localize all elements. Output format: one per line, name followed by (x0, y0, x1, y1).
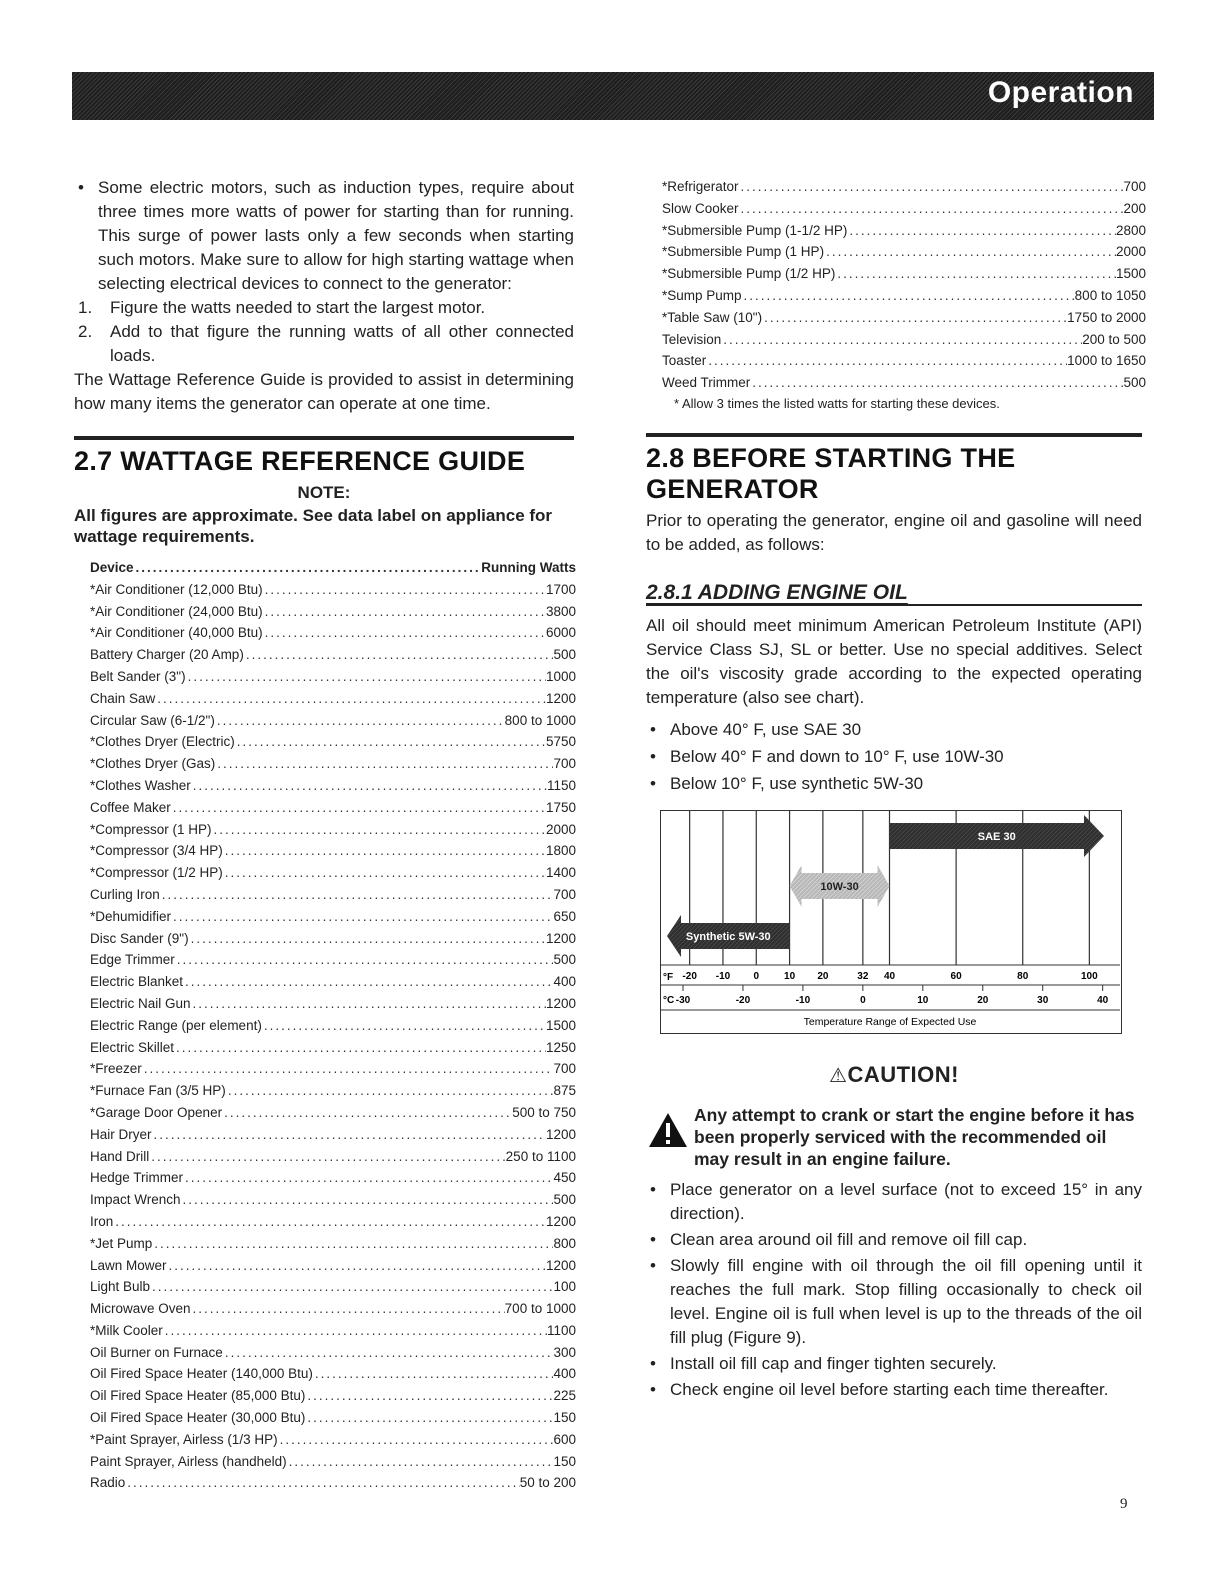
dot-leader (186, 666, 546, 688)
device-name: *Air Conditioner (40,000 Btu) (90, 625, 263, 641)
dot-leader (739, 176, 1124, 198)
dot-leader (287, 1451, 554, 1473)
table-row (90, 644, 576, 666)
section-divider (74, 436, 574, 440)
celsius-tick-label: 20 (977, 994, 989, 1006)
running-watts: 700 to 1000 (504, 1301, 576, 1317)
oil-fill-step: • Place generator on a level surface (not to exceed 15° in any direction). (646, 1178, 1142, 1226)
table-row (90, 906, 576, 928)
table-row (90, 1124, 576, 1146)
running-watts: 700 (553, 886, 576, 902)
dot-leader (223, 862, 546, 884)
oil-fill-step: • Check engine oil level before starting each time thereafter. (646, 1378, 1142, 1402)
device-name: Oil Fired Space Heater (140,000 Btu) (90, 1366, 313, 1382)
running-watts: 50 to 200 (519, 1475, 576, 1491)
running-watts: 2000 (1115, 244, 1146, 260)
device-name: Oil Fired Space Heater (30,000 Btu) (90, 1410, 306, 1426)
device-name: Hedge Trimmer (90, 1170, 184, 1186)
fahrenheit-unit-label: °F (663, 971, 674, 983)
device-name: Iron (90, 1213, 114, 1229)
caution-title-text: CAUTION! (847, 1061, 959, 1087)
running-watts: 1750 (545, 799, 576, 815)
device-name: *Air Conditioner (12,000 Btu) (90, 581, 263, 597)
device-name: Circular Saw (6-1/2") (90, 712, 215, 728)
right-column (646, 176, 1146, 1402)
device-name: Slow Cooker (662, 200, 739, 216)
device-name: Electric Skillet (90, 1039, 175, 1055)
intro-step-2 (74, 320, 574, 368)
dot-leader (181, 1189, 554, 1211)
running-watts: 1500 (545, 1017, 576, 1033)
table-row (90, 622, 576, 644)
running-watts: 250 to 1100 (505, 1148, 576, 1164)
table-row (662, 372, 1146, 394)
device-name: Curling Iron (90, 886, 160, 902)
dot-leader (160, 884, 554, 906)
fahrenheit-tick-label: 20 (817, 970, 829, 982)
dot-leader (212, 819, 546, 841)
table-row (90, 1429, 576, 1451)
device-name: *Milk Cooler (90, 1322, 163, 1338)
running-watts: 1200 (545, 1126, 576, 1142)
running-watts: 300 (553, 1344, 576, 1360)
fahrenheit-tick-label: 0 (753, 970, 760, 982)
dot-leader (191, 775, 547, 797)
note-label: NOTE: (297, 483, 351, 502)
device-name: *Clothes Washer (90, 777, 191, 793)
running-watts: 1750 to 2000 (1067, 309, 1146, 325)
warning-triangle-icon (648, 1112, 688, 1148)
running-watts: 800 to 1000 (504, 712, 576, 728)
table-row (90, 666, 576, 688)
caution-text: Any attempt to crank or start the engine before it has been properly serviced with the recommended oil may result in an engine failure. (694, 1104, 1135, 1169)
device-name: Radio (90, 1475, 126, 1491)
dot-leader (278, 1429, 554, 1451)
dot-leader (125, 1472, 519, 1494)
table-row (90, 1167, 576, 1189)
device-name: Oil Fired Space Heater (85,000 Btu) (90, 1388, 306, 1404)
running-watts: 1200 (545, 690, 576, 706)
dot-leader (235, 731, 546, 753)
step-number: 1. (78, 298, 93, 317)
dot-leader (847, 220, 1116, 242)
chart-title: Temperature Range of Expected Use (803, 1015, 977, 1028)
intro-step-1 (74, 296, 574, 320)
device-name: Oil Burner on Furnace (90, 1344, 223, 1360)
table-row (90, 1080, 576, 1102)
running-watts: 6000 (545, 625, 576, 641)
celsius-unit-label: °C (663, 994, 675, 1006)
table-row (90, 884, 576, 906)
table-row (662, 263, 1146, 285)
celsius-tick-label: 0 (860, 994, 866, 1006)
table-row (90, 1342, 576, 1364)
table-row (90, 1451, 576, 1473)
device-name: *Garage Door Opener (90, 1104, 223, 1120)
device-name: *Clothes Dryer (Electric) (90, 734, 235, 750)
table-row (90, 949, 576, 971)
oil-requirements: All oil should meet minimum American Petroleum Institute (API) Service Class SJ, SL or better. Use no special additives. Select the oil's viscosity grade according to the expected operating temperature (also see chart). (646, 615, 1142, 707)
device-name: Electric Nail Gun (90, 995, 191, 1011)
running-watts: 100 (553, 1279, 576, 1295)
dot-leader (835, 263, 1116, 285)
running-watts: 1100 (546, 1322, 576, 1338)
running-watts: 500 (553, 952, 576, 968)
device-name: *Refrigerator (662, 179, 739, 194)
table-row (90, 862, 576, 884)
device-name: *Table Saw (10") (662, 309, 763, 325)
table-row (662, 176, 1146, 198)
device-column-header: Device (90, 560, 134, 575)
wattage-table-continued (662, 176, 1146, 394)
table-row (90, 579, 576, 601)
celsius-tick-label: -20 (735, 994, 751, 1006)
table-row (90, 1189, 576, 1211)
dot-leader (191, 1298, 505, 1320)
device-name: Paint Sprayer, Airless (handheld) (90, 1453, 287, 1469)
watts-column-header: Running Watts (481, 560, 576, 575)
running-watts: 650 (553, 908, 576, 924)
table-row (90, 710, 576, 732)
dot-leader (226, 1080, 554, 1102)
running-watts: 150 (553, 1453, 576, 1469)
oil-viscosity-chart-svg (661, 811, 1120, 1032)
running-watts: 500 to 750 (512, 1104, 576, 1120)
dot-leader (762, 307, 1067, 329)
device-name: Television (662, 331, 722, 347)
dot-leader (721, 329, 1082, 351)
device-name: Hand Drill (90, 1148, 150, 1164)
fahrenheit-tick-label: 40 (883, 970, 896, 982)
dot-leader (189, 928, 546, 950)
dot-leader (222, 1102, 512, 1124)
oil-fill-steps (646, 1178, 1142, 1402)
device-name: *Submersible Pump (1-1/2 HP) (662, 222, 848, 238)
running-watts: 800 to 1050 (1074, 287, 1146, 303)
table-row (90, 993, 576, 1015)
oil-range-label: 10W-30 (820, 880, 859, 893)
table-row (90, 1037, 576, 1059)
table-row (662, 198, 1146, 220)
oil-fill-step: • Slowly fill engine with oil through the oil fill opening until it reaches the full mark. Stop filling occasionally to check oil level. Engine oil is full when level is up to the threads of the oil fill plug (Figure 9). (646, 1254, 1142, 1350)
table-row (662, 350, 1146, 372)
dot-leader (152, 1124, 546, 1146)
dot-leader (183, 1167, 553, 1189)
dot-leader (263, 601, 546, 623)
fahrenheit-tick-label: 60 (950, 970, 962, 982)
running-watts: 200 (1123, 200, 1146, 216)
dot-leader (113, 1211, 546, 1233)
dot-leader (174, 1037, 546, 1059)
wattage-table (90, 557, 576, 1494)
celsius-tick-label: -30 (675, 994, 691, 1006)
fahrenheit-tick-label: 10 (784, 970, 796, 982)
device-name: Belt Sander (3") (90, 668, 186, 684)
running-watts: 1000 (545, 668, 576, 684)
table-row (90, 819, 576, 841)
oil-viscosity-chart (660, 810, 1122, 1034)
device-name: Light Bulb (90, 1279, 151, 1295)
dot-leader (750, 372, 1123, 394)
dot-leader (163, 1320, 547, 1342)
table-row (90, 1146, 576, 1168)
table-row (90, 1472, 576, 1494)
device-name: *Jet Pump (90, 1235, 153, 1251)
table-row (90, 1320, 576, 1342)
intro-closing: The Wattage Reference Guide is provided to assist in determining how many items the generator can operate at one time. (74, 370, 574, 413)
table-row (90, 1276, 576, 1298)
running-watts: 400 (553, 1366, 576, 1382)
table-row (90, 731, 576, 753)
running-watts: 2000 (545, 821, 576, 837)
running-watts: 1700 (545, 581, 576, 597)
table-row (90, 797, 576, 819)
running-watts: 1200 (545, 1257, 576, 1273)
intro-bullet: • Some electric motors, such as induction types, require about three times more watts of power for starting than for running. This surge of power lasts only a few seconds when starting such motors. Make sure to allow for high starting wattage when selecting electrical devices to connect to the generator: (74, 176, 574, 296)
table-row (90, 688, 576, 710)
fahrenheit-tick-label: -10 (715, 970, 731, 982)
device-name: *Clothes Dryer (Gas) (90, 756, 216, 772)
fahrenheit-tick-label: 32 (857, 970, 869, 982)
note-text: All figures are approximate. See data label on appliance for wattage requirements. (74, 506, 553, 546)
device-name: Electric Range (per element) (90, 1017, 262, 1033)
device-name: *Freezer (90, 1061, 142, 1077)
table-row (90, 1233, 576, 1255)
device-name: *Compressor (1 HP) (90, 821, 212, 837)
dot-leader (142, 1058, 554, 1080)
step-text: Add to that figure the running watts of all other connected loads. (110, 322, 574, 365)
dot-leader (824, 241, 1116, 263)
device-name: Edge Trimmer (90, 952, 175, 968)
running-watts: 500 (1123, 375, 1146, 391)
page-number: 9 (1120, 1496, 1128, 1512)
wattage-table-header (90, 557, 576, 579)
dot-leader (223, 1342, 554, 1364)
table-row (662, 285, 1146, 307)
dot-leader (313, 1363, 554, 1385)
running-watts: 1250 (545, 1039, 576, 1055)
dot-leader (739, 198, 1124, 220)
device-name: Coffee Maker (90, 799, 171, 815)
running-watts: 700 (553, 1061, 576, 1077)
oil-range-label: SAE 30 (977, 830, 1016, 843)
section-2-7-title: 2.7 WATTAGE REFERENCE GUIDE (74, 446, 526, 476)
dot-leader (134, 557, 482, 579)
device-name: *Paint Sprayer, Airless (1/3 HP) (90, 1431, 278, 1447)
device-name: Electric Blanket (90, 974, 184, 990)
running-watts: 1000 to 1650 (1067, 353, 1146, 369)
celsius-tick-label: -10 (795, 994, 811, 1006)
device-name: Microwave Oven (90, 1301, 191, 1317)
section-2-8-title: 2.8 BEFORE STARTING THE GENERATOR (646, 442, 1016, 504)
table-row (90, 1015, 576, 1037)
running-watts: 3800 (545, 603, 576, 619)
fahrenheit-tick-label: -20 (682, 970, 697, 982)
dot-leader (742, 285, 1075, 307)
running-watts: 500 (553, 647, 576, 663)
device-name: Chain Saw (90, 690, 156, 706)
table-row (90, 601, 576, 623)
running-watts: 1400 (545, 865, 576, 881)
wattage-footnote: * Allow 3 times the listed watts for starting these devices. (674, 395, 1000, 411)
device-name: Impact Wrench (90, 1192, 181, 1208)
table-row (90, 753, 576, 775)
caution-triangle-icon: ⚠ (829, 1064, 848, 1087)
table-row (662, 307, 1146, 329)
running-watts: 600 (553, 1431, 576, 1447)
oil-fill-step: • Install oil fill cap and finger tighten securely. (646, 1352, 1142, 1376)
oil-grade-item: • Above 40° F, use SAE 30 (646, 718, 1142, 742)
table-row (90, 928, 576, 950)
oil-grade-item: • Below 40° F and down to 10° F, use 10W-30 (646, 745, 1142, 769)
device-name: Weed Trimmer (662, 375, 751, 391)
fahrenheit-tick-label: 100 (1081, 970, 1098, 982)
table-row (662, 329, 1146, 351)
table-row (90, 1211, 576, 1233)
device-name: Hair Dryer (90, 1126, 152, 1142)
dot-leader (262, 1015, 546, 1037)
table-row (90, 1407, 576, 1429)
dot-leader (191, 993, 546, 1015)
dot-leader (171, 797, 546, 819)
dot-leader (155, 688, 546, 710)
dot-leader (183, 971, 553, 993)
device-name: Battery Charger (20 Amp) (90, 647, 244, 663)
step-number: 2. (78, 322, 93, 341)
running-watts: 200 to 500 (1082, 331, 1146, 347)
table-row (90, 1298, 576, 1320)
dot-leader (305, 1385, 553, 1407)
section-header-title: Operation (987, 76, 1134, 109)
running-watts: 875 (553, 1083, 576, 1099)
running-watts: 1200 (545, 1213, 576, 1229)
dot-leader (706, 350, 1067, 372)
step-text: Figure the watts needed to start the largest motor. (110, 298, 486, 317)
running-watts: 700 (1123, 179, 1146, 194)
table-row (90, 1255, 576, 1277)
table-row (90, 971, 576, 993)
device-name: *Dehumidifier (90, 908, 172, 924)
running-watts: 800 (553, 1235, 576, 1251)
running-watts: 450 (553, 1170, 576, 1186)
oil-grade-list (646, 718, 1142, 796)
device-name: Toaster (662, 353, 707, 369)
dot-leader (223, 840, 546, 862)
oil-range-label: Synthetic 5W-30 (685, 930, 771, 943)
running-watts: 2800 (1115, 222, 1146, 238)
dot-leader (215, 753, 553, 775)
table-row (90, 1363, 576, 1385)
table-row (90, 840, 576, 862)
device-name: *Air Conditioner (24,000 Btu) (90, 603, 263, 619)
celsius-tick-label: 10 (917, 994, 929, 1006)
device-name: *Submersible Pump (1/2 HP) (662, 266, 836, 282)
running-watts: 700 (553, 756, 576, 772)
running-watts: 5750 (545, 734, 576, 750)
running-watts: 1200 (545, 995, 576, 1011)
dot-leader (152, 1233, 553, 1255)
running-watts: 500 (553, 1192, 576, 1208)
dot-leader (244, 644, 554, 666)
device-name: *Compressor (1/2 HP) (90, 865, 223, 881)
table-row (662, 241, 1146, 263)
device-name: Lawn Mower (90, 1257, 167, 1273)
dot-leader (171, 906, 553, 928)
section-divider (646, 433, 1142, 437)
dot-leader (175, 949, 554, 971)
device-name: Disc Sander (9") (90, 930, 189, 946)
table-row (90, 1385, 576, 1407)
running-watts: 1200 (545, 930, 576, 946)
dot-leader (263, 579, 546, 601)
dot-leader (149, 1146, 505, 1168)
left-column (74, 176, 574, 1494)
celsius-tick-label: 40 (1097, 994, 1109, 1006)
dot-leader (150, 1276, 553, 1298)
running-watts: 1500 (1115, 266, 1146, 282)
dot-leader (263, 622, 546, 644)
device-name: *Sump Pump (662, 287, 742, 303)
dot-leader (305, 1407, 553, 1429)
table-row (90, 1058, 576, 1080)
section-2-8-intro: Prior to operating the generator, engine oil and gasoline will need to be added, as follows: (646, 510, 1142, 554)
running-watts: 1800 (545, 843, 576, 859)
dot-leader (215, 710, 505, 732)
table-row (90, 1102, 576, 1124)
device-name: *Submersible Pump (1 HP) (662, 244, 825, 260)
oil-grade-item: • Below 10° F, use synthetic 5W-30 (646, 772, 1142, 796)
running-watts: 225 (553, 1388, 576, 1404)
header-bar (72, 72, 1154, 120)
section-2-8-1-title: 2.8.1 ADDING ENGINE OIL (646, 580, 908, 604)
caution-message (646, 1104, 1142, 1170)
running-watts: 150 (553, 1410, 576, 1426)
dot-leader (167, 1255, 546, 1277)
fahrenheit-tick-label: 80 (1017, 970, 1029, 982)
running-watts: 1150 (546, 777, 576, 793)
celsius-tick-label: 30 (1037, 994, 1049, 1006)
table-row (662, 220, 1146, 242)
oil-fill-step: • Clean area around oil fill and remove oil fill cap. (646, 1228, 1142, 1252)
table-row (90, 775, 576, 797)
device-name: *Compressor (3/4 HP) (90, 843, 223, 859)
device-name: *Furnace Fan (3/5 HP) (90, 1083, 226, 1099)
caution-title (646, 1062, 1142, 1088)
running-watts: 400 (553, 974, 576, 990)
